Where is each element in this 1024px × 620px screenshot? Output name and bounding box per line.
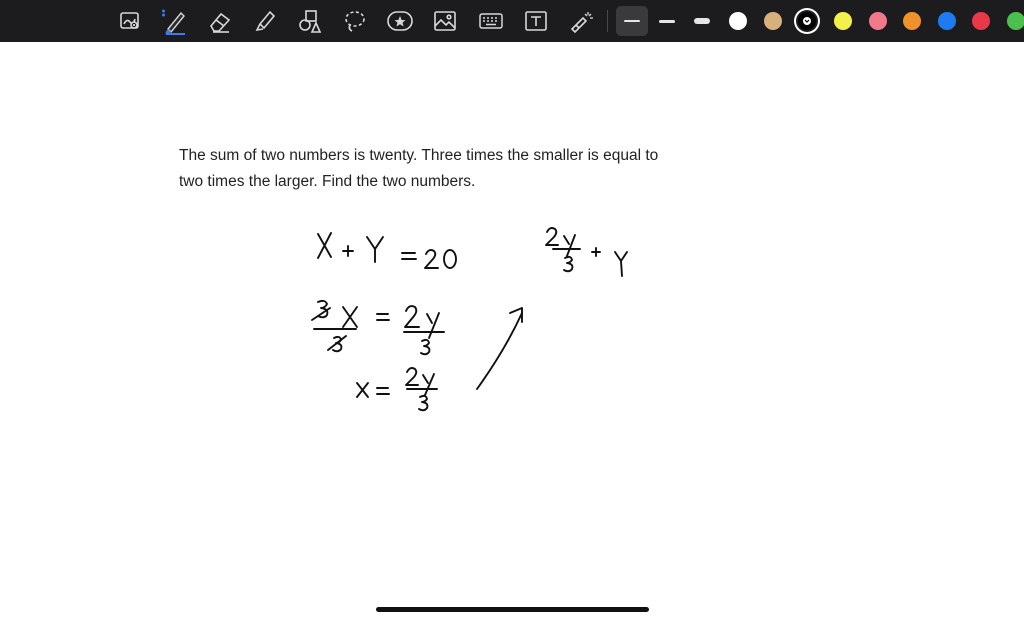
handwriting-line-1 [318, 233, 456, 268]
handwriting-line-4 [357, 368, 437, 410]
handwriting-arrow [477, 308, 522, 389]
problem-text: The sum of two numbers is twenty. Three times the smaller is equal to two times the larger. Find the two numbers. [179, 147, 659, 190]
handwriting-line-2 [546, 228, 627, 276]
home-indicator[interactable] [376, 607, 649, 612]
handwriting-line-3 [312, 301, 444, 354]
